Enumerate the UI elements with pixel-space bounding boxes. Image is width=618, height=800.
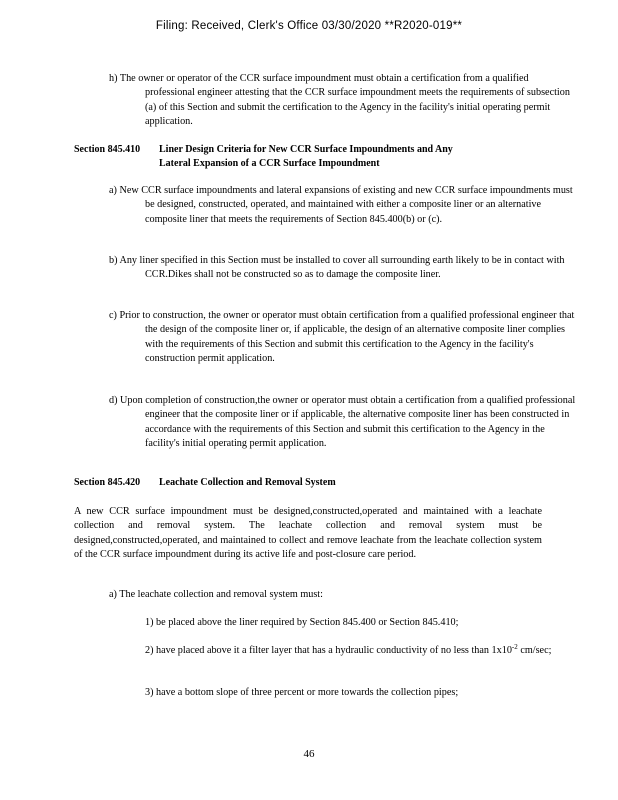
item-a-845-420: a) The leachate collection and removal system must: xyxy=(109,589,323,600)
subitem-2 xyxy=(145,644,576,658)
filing-header: Filing: Received, Clerk's Office 03/30/2020 **R2020-019** xyxy=(155,20,463,32)
subitem-2-text: 2) have placed above it a filter layer that has a hydraulic conductivity of no less than 1x10 xyxy=(145,645,512,656)
item-d-845-410: d) Upon completion of construction,the owner or operator must obtain a certification from a qualified professional engineer that the composite liner or if applicable, the alternative composite liner has been constructed in accordance with the requirements of this Section and submit this certification to the Agency in the facility's initial operating permit application. xyxy=(109,395,576,449)
section-845-420-paragraph: A new CCR surface impoundment must be designed,constructed,operated and maintained with a leachate collection and removal system. The leachate collection and removal system must be designed,constructed,operated, and maintained to collect and remove leachate from the leachate collection system of the CCR surface impoundment during its active life and post-closure care period. xyxy=(74,506,542,560)
item-h: h) The owner or operator of the CCR surface impoundment must obtain a certification from a qualified professional engineer attesting that the CCR surface impoundment meets the requirements of subsection (a) of this Section and submit the certification to the Agency in the facility's initial operating permit application. xyxy=(109,73,570,127)
item-b-845-410: b) Any liner specified in this Section must be installed to cover all surrounding earth likely to be in contact with CCR.Dikes shall not be constructed so as to damage the composite liner. xyxy=(109,255,565,281)
section-845-420-heading xyxy=(74,476,544,490)
subitem-2-unit: cm/sec; xyxy=(517,645,552,656)
section-845-420-number: Section 845.420 xyxy=(74,477,141,488)
section-845-410-number: Section 845.410 xyxy=(74,144,141,155)
subitem-2-exponent: -2 xyxy=(511,643,518,651)
item-a-845-410: a) New CCR surface impoundments and lateral expansions of existing and new CCR surface impoundments must be designed, constructed, operated, and maintained with either a composite liner or an alternative composite liner that meets the requirements of Section 845.400(b) or (c). xyxy=(109,185,573,225)
section-845-410-heading xyxy=(74,143,544,172)
item-c-845-410: c) Prior to construction, the owner or operator must obtain certification from a qualified professional engineer that the design of the composite liner or, if applicable, the design of an alternative composite liner complies with the requirements of this Section and submit this certification to the Agency in the facility's construction permit application. xyxy=(109,310,575,364)
subitem-3: 3) have a bottom slope of three percent or more towards the collection pipes; xyxy=(145,687,459,698)
section-845-410-title-line1: Liner Design Criteria for New CCR Surface Impoundments and Any xyxy=(159,144,453,155)
page-number: 46 xyxy=(303,748,315,760)
section-845-420-title: Leachate Collection and Removal System xyxy=(159,477,336,488)
section-845-410-title-line2: Lateral Expansion of a CCR Surface Impoundment xyxy=(159,158,380,170)
subitem-1: 1) be placed above the liner required by Section 845.400 or Section 845.410; xyxy=(145,617,459,628)
